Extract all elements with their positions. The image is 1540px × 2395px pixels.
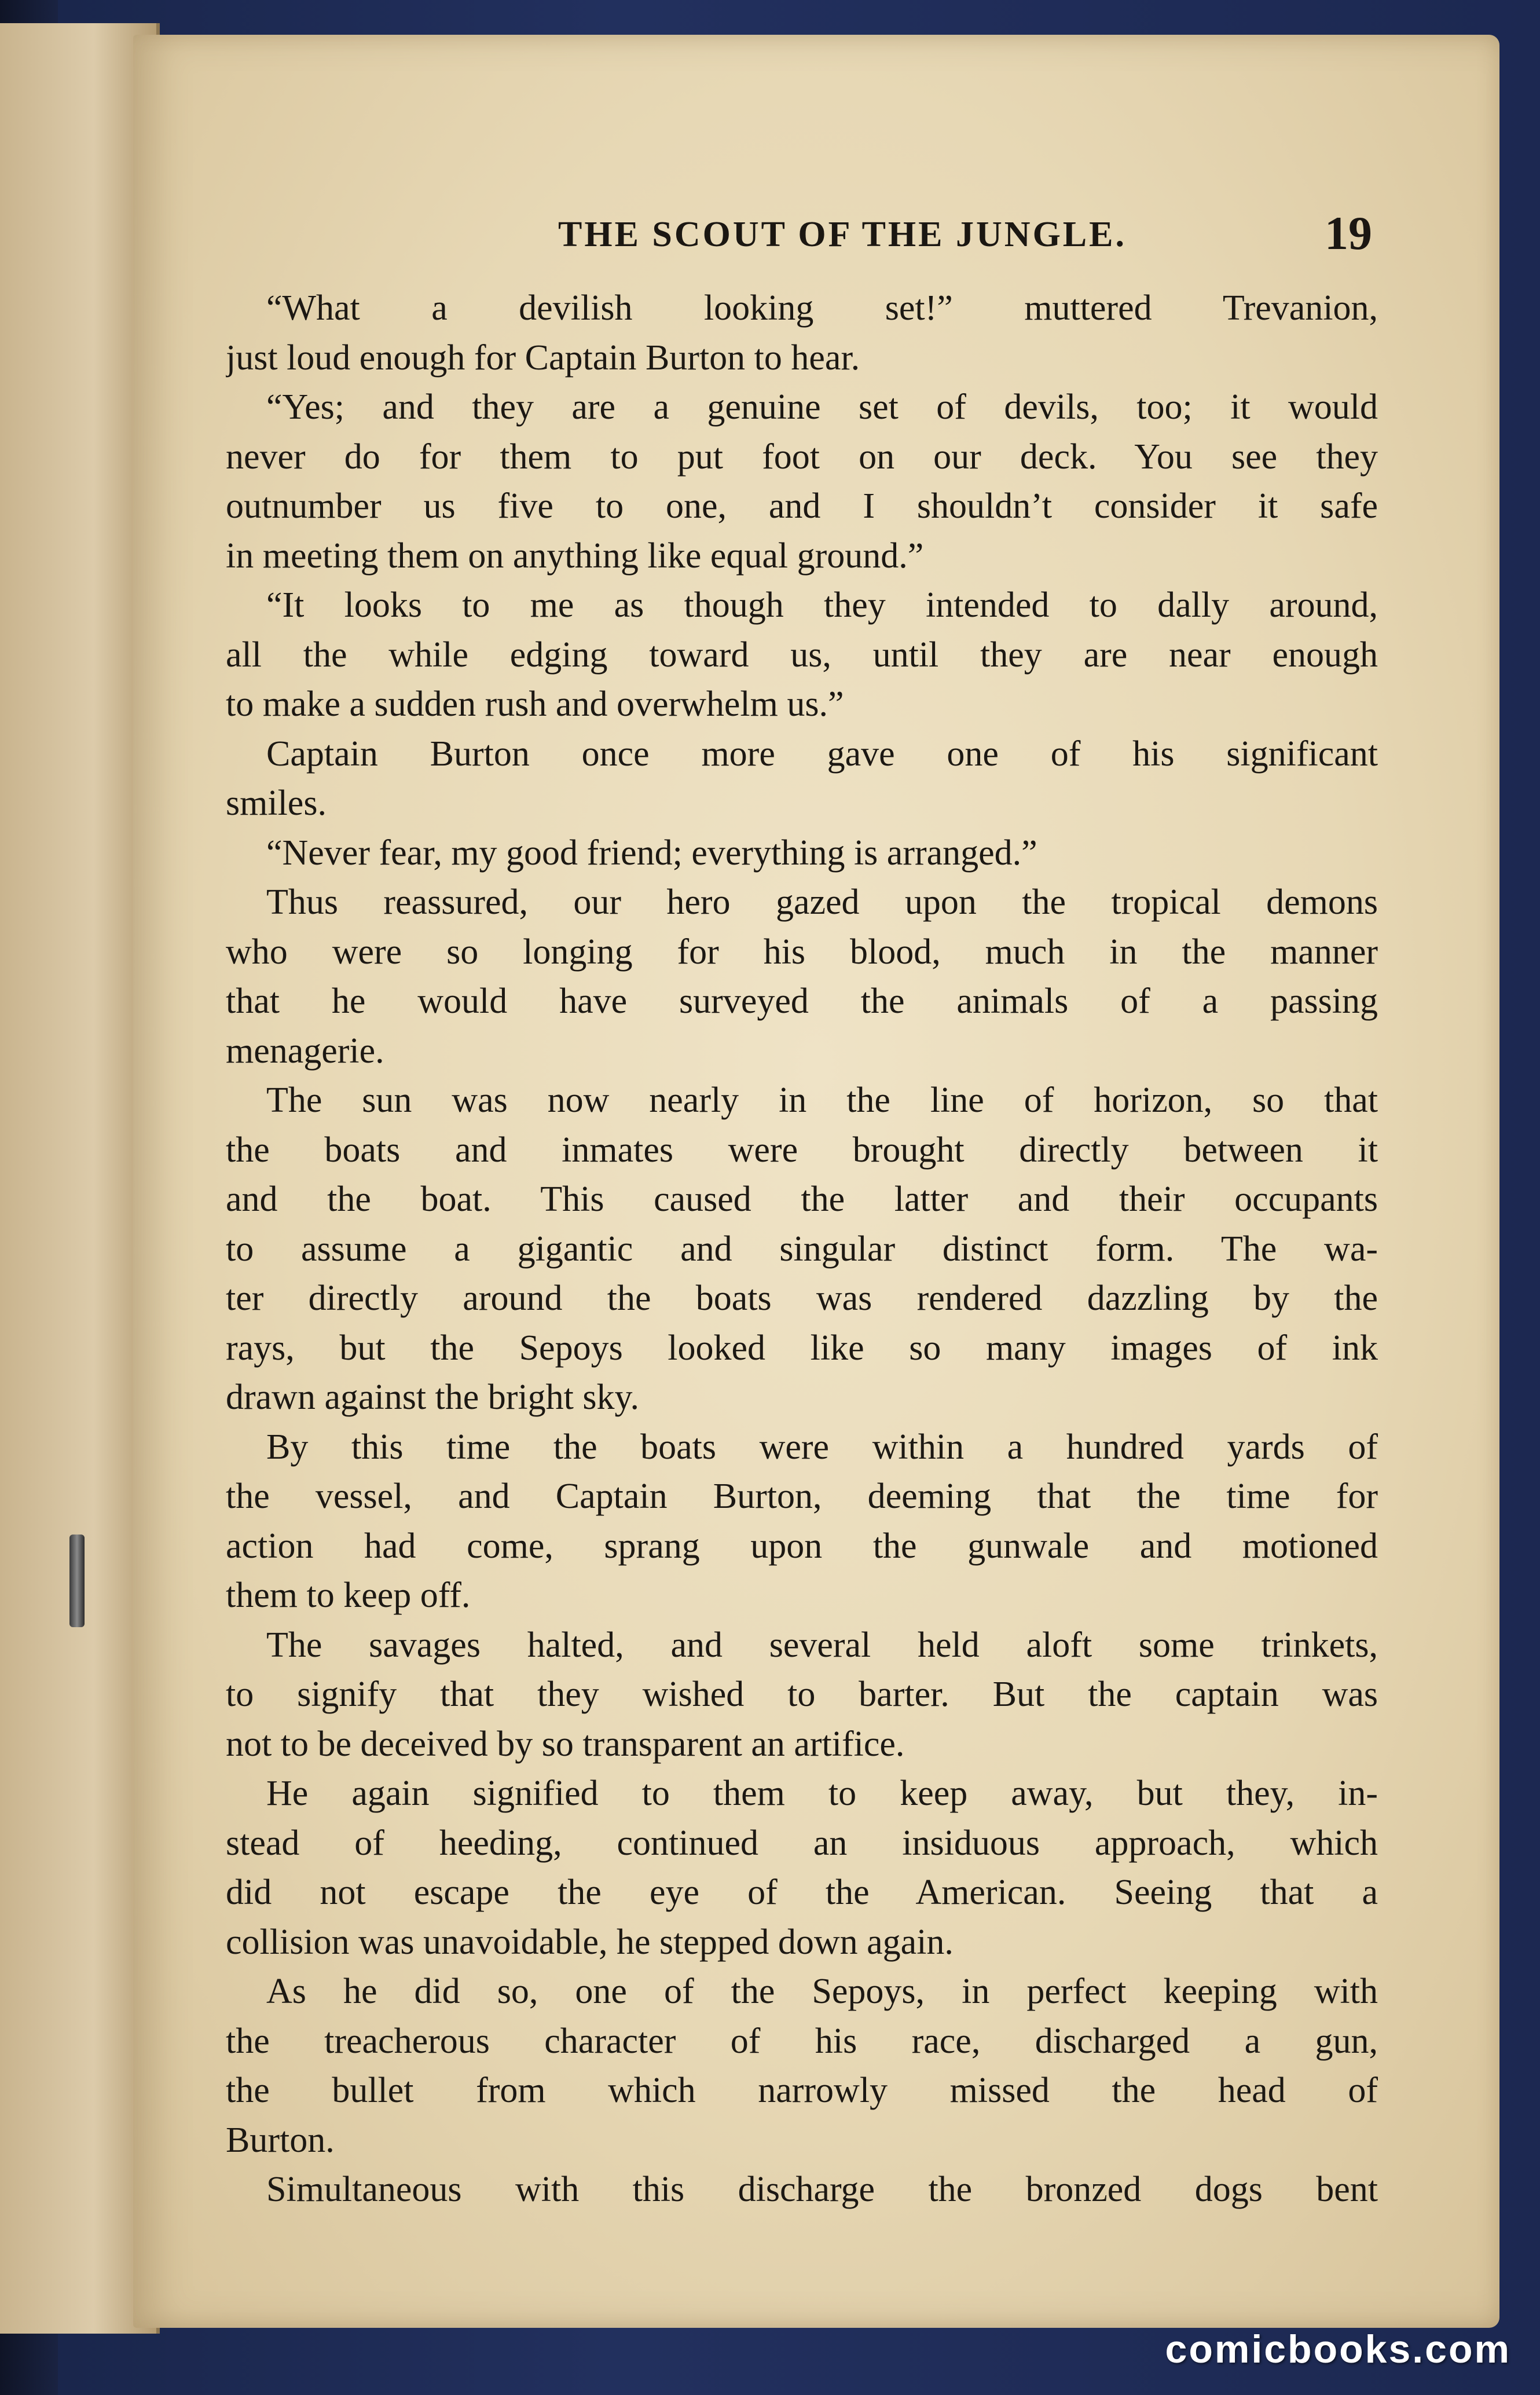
text-line: the vessel, and Captain Burton, deeming that the time for [226,1477,1378,1516]
text-line: collision was unavoidable, he stepped down again. [226,1922,954,1962]
text-line: not to be deceived by so transparent an artifice. [226,1724,905,1764]
text-line: outnumber us five to one, and I shouldn’t consider it safe [226,486,1378,526]
page-number: 19 [1325,207,1372,259]
running-title: THE SCOUT OF THE JUNGLE. [558,215,1127,254]
text-line: “Never fear, my good friend; everything is arranged.” [266,833,1037,873]
text-line: rays, but the Sepoys looked like so many images of ink [226,1328,1378,1368]
text-line: that he would have surveyed the animals of a passing [226,982,1378,1021]
text-line: ter directly around the boats was rendered dazzling by the [226,1279,1378,1318]
book-page [133,35,1499,2328]
text-line: “Yes; and they are a genuine set of devils, too; it would [266,387,1378,427]
text-line: and the boat. This caused the latter and their occupants [226,1180,1378,1219]
text-line: the boats and inmates were brought directly between it [226,1130,1378,1170]
text-line: just loud enough for Captain Burton to hear. [226,338,860,378]
text-line: menagerie. [226,1031,384,1071]
text-line: did not escape the eye of the American. Seeing that a [226,1873,1378,1912]
text-line: them to keep off. [226,1576,471,1615]
text-line: all the while edging toward us, until they are near enough [226,635,1378,675]
text-line: The savages halted, and several held aloft some trinkets, [266,1625,1378,1665]
text-line: who were so longing for his blood, much in the manner [226,932,1378,972]
text-line: drawn against the bright sky. [226,1378,639,1417]
text-line: to signify that they wished to barter. But the captain was [226,1675,1378,1714]
text-line: never do for them to put foot on our deck. You see they [226,437,1378,477]
text-line: in meeting them on anything like equal ground.” [226,536,924,576]
text-line: action had come, sprang upon the gunwale and motioned [226,1526,1378,1566]
text-line: the treacherous character of his race, discharged a gun, [226,2021,1378,2061]
text-line: to make a sudden rush and overwhelm us.” [226,684,844,724]
text-line: “What a devilish looking set!” muttered Trevanion, [266,288,1378,328]
text-line: the bullet from which narrowly missed the head of [226,2071,1378,2110]
text-line: By this time the boats were within a hundred yards of [266,1427,1378,1467]
text-line: “It looks to me as though they intended to dally around, [266,585,1378,625]
watermark: comicbooks.com [1165,2327,1511,2371]
text-line: to assume a gigantic and singular distinct form. The wa- [226,1229,1378,1269]
text-line: Thus reassured, our hero gazed upon the tropical demons [266,882,1378,922]
text-line: He again signified to them to keep away, but they, in- [266,1774,1378,1813]
body-text [226,284,1378,2215]
text-line: Simultaneous with this discharge the bronzed dogs bent [266,2170,1378,2209]
text-line: The sun was now nearly in the line of horizon, so that [266,1081,1378,1120]
text-line: As he did so, one of the Sepoys, in perfect keeping with [266,1972,1378,2011]
page-header [133,203,1499,272]
text-line: Burton. [226,2120,335,2160]
text-line: Captain Burton once more gave one of his significant [266,734,1378,774]
text-line: stead of heeding, continued an insiduous approach, which [226,1823,1378,1863]
staple [69,1535,85,1627]
text-line: smiles. [226,783,327,823]
